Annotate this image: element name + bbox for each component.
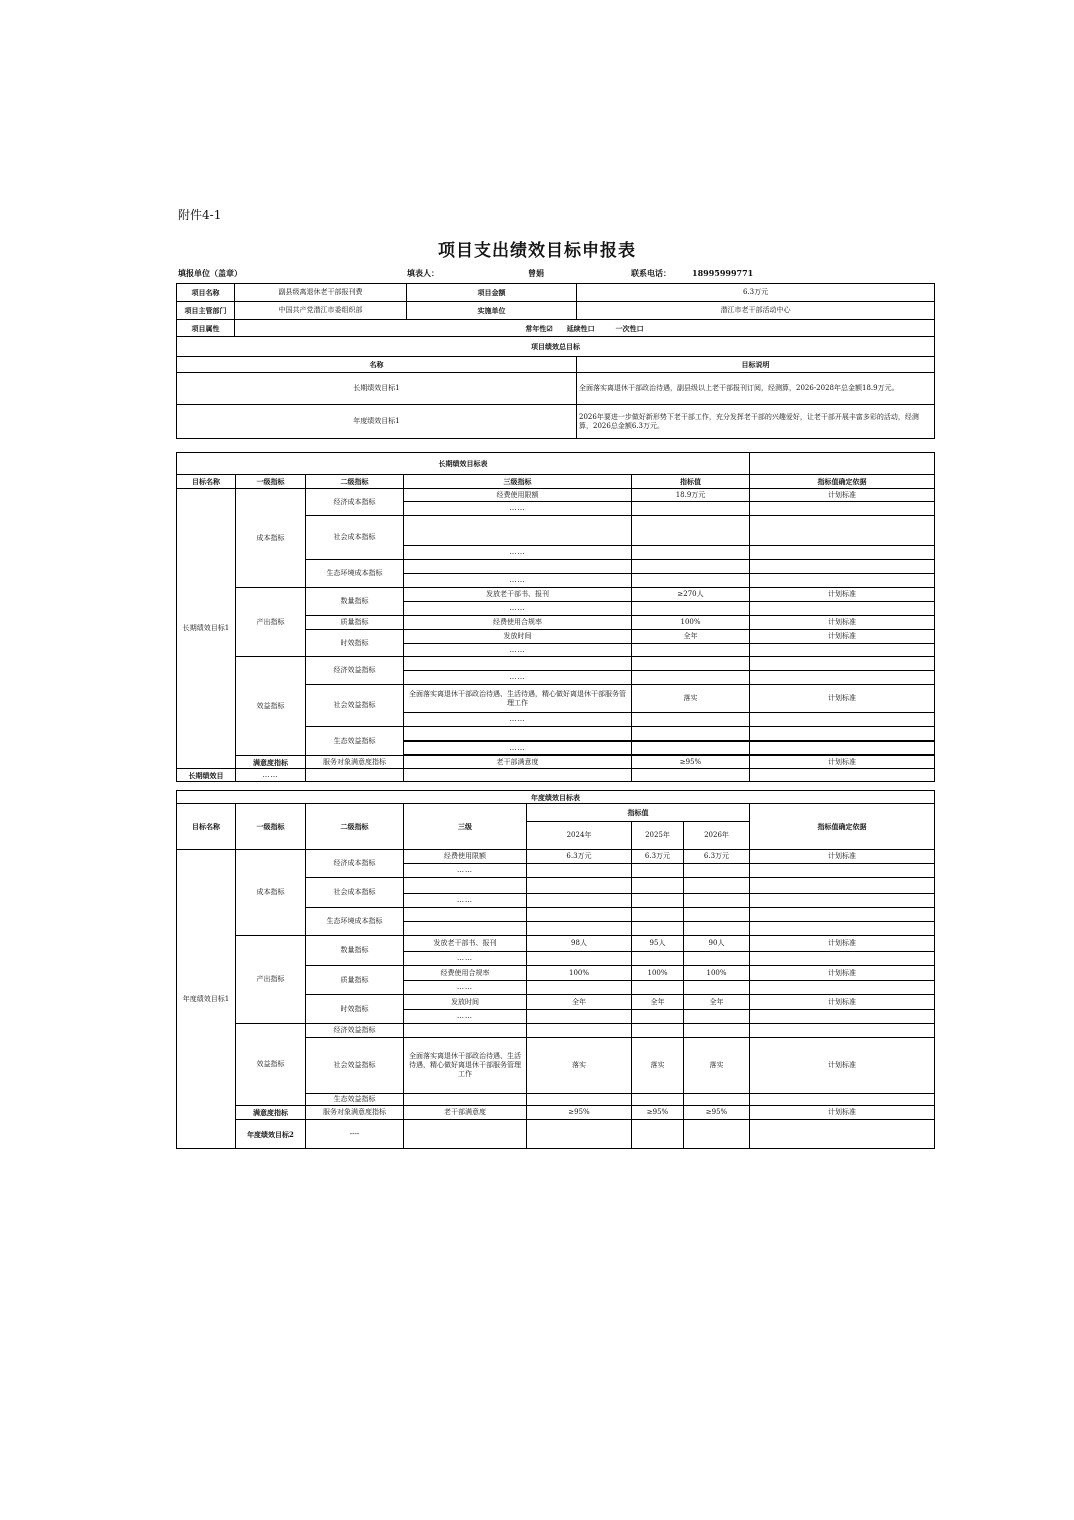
annual-social-cost-dash: …… (404, 894, 527, 908)
year-2025: 2025年 (632, 822, 684, 850)
long-eco-cost: 生态环境成本指标 (306, 560, 404, 588)
long-extra-label: 长期绩效目 (177, 769, 236, 782)
annual-social-benefit-v2: 落实 (632, 1038, 684, 1094)
long-cost-label: 成本指标 (236, 489, 306, 588)
long-time-name: 发放时间 (404, 630, 632, 644)
long-section-blank (750, 453, 935, 475)
empty-cell (750, 560, 935, 574)
empty-cell (632, 1024, 684, 1038)
annual-budget-basis: 计划标准 (750, 850, 935, 864)
overall-section-title: 项目绩效总目标 (177, 337, 935, 357)
long-cost-dash: …… (404, 502, 632, 516)
long-output-label: 产出指标 (236, 588, 306, 657)
amount-value: 6.3万元 (577, 284, 935, 302)
annual-satisfaction-basis: 计划标准 (750, 1106, 935, 1120)
long-quality-name: 经费使用合规率 (404, 616, 632, 630)
annual-budget-v2: 6.3万元 (632, 850, 684, 864)
annual-economic-cost: 经济成本指标 (306, 850, 404, 878)
empty-cell (750, 1010, 935, 1024)
annual-time-name: 发放时间 (404, 995, 527, 1010)
annual-quality-name: 经费使用合规率 (404, 966, 527, 981)
empty-cell (632, 864, 684, 878)
annual-quality-dash: …… (404, 981, 527, 995)
long-budget-value: 18.9万元 (632, 489, 750, 502)
annual-quality-v2: 100% (632, 966, 684, 981)
annual-social-benefit-name: 全面落实离退休干部政治待遇、生活待遇，精心做好离退休干部服务管理工作 (404, 1038, 527, 1094)
annual-extra-label: 年度绩效目标2 (236, 1120, 306, 1149)
empty-cell (527, 952, 632, 966)
long-header-level2: 二级指标 (306, 475, 404, 489)
annual-target-name: 年度绩效目标1 (177, 850, 236, 1149)
amount-label: 项目金额 (407, 284, 577, 302)
empty-cell (750, 922, 935, 936)
long-timeliness: 时效指标 (306, 630, 404, 657)
long-time-value: 全年 (632, 630, 750, 644)
year-2024: 2024年 (527, 822, 632, 850)
long-quality: 质量指标 (306, 616, 404, 630)
empty-cell (750, 657, 935, 671)
empty-cell (527, 1120, 632, 1149)
annual-benefit-label: 效益指标 (236, 1024, 306, 1106)
empty-cell (527, 922, 632, 936)
long-social-cost: 社会成本指标 (306, 516, 404, 560)
empty-cell (632, 574, 750, 588)
annual-budget-name: 经费使用限额 (404, 850, 527, 864)
annual-satisfaction-label: 满意度指标 (236, 1106, 306, 1120)
empty-cell (750, 727, 935, 741)
annual-social-cost: 社会成本指标 (306, 878, 404, 908)
annual-header-level3: 三级 (404, 804, 527, 850)
empty-cell (527, 878, 632, 894)
empty-cell (527, 894, 632, 908)
annual-extra-dash: ---- (306, 1120, 404, 1149)
long-social-benefit-value: 落实 (632, 685, 750, 713)
overall-name-header: 名称 (177, 357, 577, 373)
empty-cell (632, 922, 684, 936)
empty-cell (632, 894, 684, 908)
long-social-benefit: 社会效益指标 (306, 685, 404, 727)
empty-cell (404, 878, 527, 894)
empty-cell (404, 908, 527, 922)
empty-cell (750, 1120, 935, 1149)
empty-cell (684, 1024, 750, 1038)
empty-cell (404, 560, 632, 574)
annual-header-basis: 指标值确定依据 (750, 804, 935, 850)
empty-cell (527, 1010, 632, 1024)
empty-cell (632, 644, 750, 657)
annual-target-desc: 2026年要进一步做好新形势下老干部工作，充分发挥老干部的兴趣爱好，让老干部开展丰富多彩的活动，经测算，2026总金额6.3万元。 (577, 405, 935, 439)
long-eco-benefit-dash: …… (404, 742, 632, 755)
annual-time-v2: 全年 (632, 995, 684, 1010)
page-title: 项目支出绩效目标申报表 (438, 241, 636, 261)
empty-cell (684, 878, 750, 894)
long-satisfaction-basis: 计划标准 (750, 756, 935, 769)
long-term-target-label: 长期绩效目标1 (177, 373, 577, 405)
empty-cell (684, 981, 750, 995)
empty-cell (750, 742, 935, 755)
long-budget-name: 经费使用限额 (404, 489, 632, 502)
long-header-value: 指标值 (632, 475, 750, 489)
long-economic-benefit-dash: …… (404, 671, 632, 685)
empty-cell (632, 742, 750, 755)
long-quantity-basis: 计划标准 (750, 588, 935, 602)
long-quality-value: 100% (632, 616, 750, 630)
long-quantity-value: ≥270人 (632, 588, 750, 602)
annual-quantity-basis: 计划标准 (750, 936, 935, 952)
annual-table (176, 790, 935, 1149)
annual-budget-v1: 6.3万元 (527, 850, 632, 864)
long-economic-benefit: 经济效益指标 (306, 657, 404, 685)
empty-cell (632, 560, 750, 574)
annual-eco-cost: 生态环境成本指标 (306, 908, 404, 936)
empty-cell (750, 671, 935, 685)
filler-person-name: 曾娟 (528, 268, 544, 278)
long-extra-dash: …… (236, 769, 306, 782)
annual-cost-label: 成本指标 (236, 850, 306, 936)
empty-cell (632, 657, 750, 671)
empty-cell (632, 908, 684, 922)
empty-cell (684, 864, 750, 878)
annual-quantity-v3: 90人 (684, 936, 750, 952)
long-header-target: 目标名称 (177, 475, 236, 489)
empty-cell (306, 769, 404, 782)
long-quantity-dash: …… (404, 602, 632, 616)
empty-cell (684, 1094, 750, 1106)
long-time-dash: …… (404, 644, 632, 657)
empty-cell (527, 1024, 632, 1038)
filler-person-label: 填表人： (407, 268, 439, 278)
long-target-name: 长期绩效目标1 (177, 489, 236, 769)
long-social-benefit-dash: …… (404, 713, 632, 727)
empty-cell (632, 981, 684, 995)
empty-cell (750, 769, 935, 782)
long-quantity: 数量指标 (306, 588, 404, 616)
annual-social-benefit-basis: 计划标准 (750, 1038, 935, 1094)
empty-cell (750, 644, 935, 657)
empty-cell (404, 727, 632, 741)
empty-cell (527, 864, 632, 878)
phone-label: 联系电话： (631, 268, 671, 278)
long-service-satisfaction: 服务对象满意度指标 (306, 756, 404, 769)
project-name-label: 项目名称 (177, 284, 235, 302)
annual-header-level2: 二级指标 (306, 804, 404, 850)
empty-cell (750, 864, 935, 878)
empty-cell (750, 602, 935, 616)
empty-cell (404, 516, 632, 546)
empty-cell (750, 894, 935, 908)
annual-quality-v3: 100% (684, 966, 750, 981)
empty-cell (750, 574, 935, 588)
empty-cell (527, 1094, 632, 1106)
long-economic-cost: 经济成本指标 (306, 489, 404, 516)
filler-unit-label: 填报单位（盖章） (178, 268, 242, 278)
attr-options: 常年性☑ 延续性口 一次性口 (235, 320, 935, 337)
annual-social-benefit-v1: 落实 (527, 1038, 632, 1094)
empty-cell (750, 516, 935, 546)
annual-header-target: 目标名称 (177, 804, 236, 850)
empty-cell (404, 657, 632, 671)
annual-time-v1: 全年 (527, 995, 632, 1010)
annual-satisfaction-v2: ≥95% (632, 1106, 684, 1120)
long-social-cost-dash: …… (404, 546, 632, 560)
annual-timeliness: 时效指标 (306, 995, 404, 1024)
empty-cell (632, 502, 750, 516)
long-header-level3: 三级指标 (404, 475, 632, 489)
long-term-target-desc: 全面落实离退休干部政治待遇，副县级以上老干部报刊订阅，经测算，2026-2028年总金额18.9万元。 (577, 373, 935, 405)
annual-budget-v3: 6.3万元 (684, 850, 750, 864)
empty-cell (527, 908, 632, 922)
annual-time-v3: 全年 (684, 995, 750, 1010)
long-header-basis: 指标值确定依据 (750, 475, 935, 489)
impl-value: 潜江市老干部活动中心 (577, 302, 935, 320)
annual-time-dash: …… (404, 1010, 527, 1024)
empty-cell (632, 546, 750, 560)
empty-cell (750, 1024, 935, 1038)
empty-cell (750, 878, 935, 894)
year-2026: 2026年 (684, 822, 750, 850)
annual-section-title: 年度绩效目标表 (177, 791, 935, 804)
annual-satisfaction-v3: ≥95% (684, 1106, 750, 1120)
long-satisfaction-name: 老干部满意度 (404, 756, 632, 769)
empty-cell (632, 1010, 684, 1024)
empty-cell (750, 981, 935, 995)
empty-cell (632, 1094, 684, 1106)
annual-output-label: 产出指标 (236, 936, 306, 1024)
long-quality-basis: 计划标准 (750, 616, 935, 630)
empty-cell (684, 952, 750, 966)
long-section-title: 长期绩效目标表 (177, 453, 750, 475)
annual-target-label: 年度绩效目标1 (177, 405, 577, 439)
annual-time-basis: 计划标准 (750, 995, 935, 1010)
phone-value: 18995999771 (692, 268, 754, 278)
empty-cell (750, 1094, 935, 1106)
empty-cell (632, 769, 750, 782)
long-benefit-label: 效益指标 (236, 657, 306, 756)
empty-cell (684, 922, 750, 936)
empty-cell (404, 769, 632, 782)
long-satisfaction-value: ≥95% (632, 756, 750, 769)
annual-satisfaction-name: 老干部满意度 (404, 1106, 527, 1120)
long-budget-basis: 计划标准 (750, 489, 935, 502)
long-eco-benefit: 生态效益指标 (306, 727, 404, 756)
info-table (176, 283, 935, 439)
long-social-benefit-name: 全面落实离退休干部政治待遇、生活待遇，精心做好离退休干部服务管理工作 (404, 685, 632, 713)
empty-cell (632, 602, 750, 616)
empty-cell (684, 894, 750, 908)
annual-quantity: 数量指标 (306, 936, 404, 966)
annual-quality-basis: 计划标准 (750, 966, 935, 981)
empty-cell (404, 1094, 527, 1106)
annual-quality-v1: 100% (527, 966, 632, 981)
long-satisfaction-label: 满意度指标 (236, 756, 306, 769)
empty-cell (750, 502, 935, 516)
empty-cell (632, 878, 684, 894)
empty-cell (750, 952, 935, 966)
empty-cell (632, 1120, 684, 1149)
annual-quantity-v1: 98人 (527, 936, 632, 952)
long-term-table (176, 452, 935, 782)
empty-cell (684, 1010, 750, 1024)
impl-label: 实施单位 (407, 302, 577, 320)
empty-cell (750, 713, 935, 727)
annual-quality: 质量指标 (306, 966, 404, 995)
annual-quantity-name: 发放老干部书、报刊 (404, 936, 527, 952)
empty-cell (632, 727, 750, 741)
annual-satisfaction-v1: ≥95% (527, 1106, 632, 1120)
annual-social-benefit: 社会效益指标 (306, 1038, 404, 1094)
empty-cell (404, 1120, 527, 1149)
empty-cell (404, 922, 527, 936)
annual-header-level1: 一级指标 (236, 804, 306, 850)
empty-cell (527, 981, 632, 995)
empty-cell (684, 1120, 750, 1149)
annual-service-satisfaction: 服务对象满意度指标 (306, 1106, 404, 1120)
long-header-level1: 一级指标 (236, 475, 306, 489)
annual-quantity-dash: …… (404, 952, 527, 966)
annual-cost-dash: …… (404, 864, 527, 878)
empty-cell (632, 713, 750, 727)
empty-cell (750, 546, 935, 560)
attachment-label: 附件4-1 (178, 208, 222, 222)
annual-eco-benefit: 生态效益指标 (306, 1094, 404, 1106)
empty-cell (632, 516, 750, 546)
dept-label: 项目主管部门 (177, 302, 235, 320)
empty-cell (750, 908, 935, 922)
dept-value: 中国共产党潜江市委组织部 (235, 302, 407, 320)
empty-cell (632, 671, 750, 685)
annual-header-value: 指标值 (527, 804, 750, 822)
empty-cell (632, 952, 684, 966)
empty-cell (684, 908, 750, 922)
empty-cell (404, 1024, 527, 1038)
long-time-basis: 计划标准 (750, 630, 935, 644)
long-eco-cost-dash: …… (404, 574, 632, 588)
attr-label: 项目属性 (177, 320, 235, 337)
annual-quantity-v2: 95人 (632, 936, 684, 952)
long-quantity-name: 发放老干部书、报刊 (404, 588, 632, 602)
overall-desc-header: 目标说明 (577, 357, 935, 373)
long-social-benefit-basis: 计划标准 (750, 685, 935, 713)
project-name-value: 副县级离退休老干部报刊费 (235, 284, 407, 302)
annual-social-benefit-v3: 落实 (684, 1038, 750, 1094)
annual-economic-benefit: 经济效益指标 (306, 1024, 404, 1038)
